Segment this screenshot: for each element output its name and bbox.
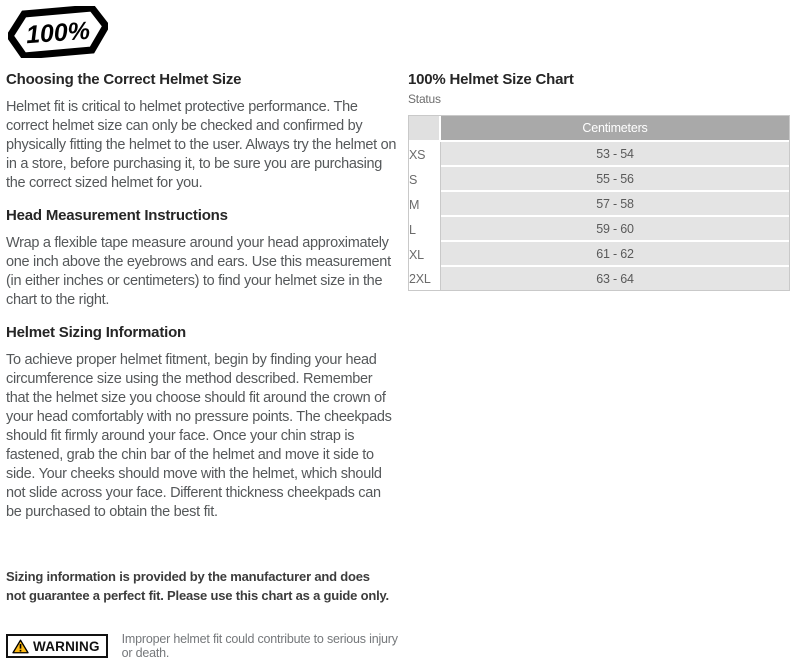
warning-label: WARNING xyxy=(33,638,100,654)
logo-text: 100% xyxy=(25,16,91,50)
size-label: 2XL xyxy=(409,267,441,290)
size-value: 61 - 62 xyxy=(441,242,789,267)
hexagon-badge-icon xyxy=(8,6,108,58)
size-label: L xyxy=(409,217,441,242)
section-body: Wrap a flexible tape measure around your head approximately one inch above the eyebrows and ears. Use this measurement (in either inches or centimeters) to find your helmet size in the chart to the right. xyxy=(6,235,391,308)
sizing-info-column xyxy=(6,71,402,660)
table-row xyxy=(409,242,789,267)
size-label: XS xyxy=(409,142,441,167)
manufacturer-disclaimer: Sizing information is provided by the manufacturer and does not guarantee a perfect fit. Please use this chart as a guide only. xyxy=(6,569,389,603)
size-chart-table xyxy=(408,115,790,291)
size-label: M xyxy=(409,192,441,217)
section-body: Helmet fit is critical to helmet protective performance. The correct helmet size can only be checked and confirmed by physically fitting the helmet to the user. Always try the helmet on in a store, before purchasing it, to be sure you are purchasing the correct sized helmet for you. xyxy=(6,99,397,191)
section-heading: Choosing the Correct Helmet Size xyxy=(6,71,242,88)
table-row xyxy=(409,167,789,192)
table-row xyxy=(409,142,789,167)
section-heading: Helmet Sizing Information xyxy=(6,324,187,341)
table-corner-cell xyxy=(409,116,441,142)
warning-row xyxy=(6,632,402,660)
chart-status-label: Status xyxy=(408,92,441,106)
table-row xyxy=(409,217,789,242)
chart-title: 100% Helmet Size Chart xyxy=(408,71,574,88)
section-heading: Head Measurement Instructions xyxy=(6,207,228,224)
table-header-row xyxy=(409,116,789,142)
section-sizing-information xyxy=(6,324,402,522)
size-chart-column xyxy=(408,71,790,291)
section-choosing-size xyxy=(6,71,402,193)
size-value: 59 - 60 xyxy=(441,217,789,242)
brand-logo-100percent xyxy=(8,6,108,58)
size-value: 63 - 64 xyxy=(441,267,789,290)
size-label: XL xyxy=(409,242,441,267)
size-value: 57 - 58 xyxy=(441,192,789,217)
size-value: 53 - 54 xyxy=(441,142,789,167)
table-row xyxy=(409,192,789,217)
section-head-measurement xyxy=(6,207,402,310)
table-row xyxy=(409,267,789,290)
size-label: S xyxy=(409,167,441,192)
centimeters-header: Centimeters xyxy=(441,116,789,142)
section-body: To achieve proper helmet fitment, begin by finding your head circumference size using the method described. Remember that the helmet size you choose should fit around the crown of your head comfortably with no pressure points. The cheekpads should fit firmly around your face. Once your chin strap is fastened, grab the chin bar of the helmet and move it side to side. Your cheeks should move with the helmet, which should not slide across your face. Different thickness cheekpads can be purchased to obtain the best fit. xyxy=(6,352,392,520)
warning-triangle-icon xyxy=(12,639,29,654)
warning-text: Improper helmet fit could contribute to serious injury or death. xyxy=(121,632,398,660)
warning-badge xyxy=(6,634,108,658)
content-columns xyxy=(0,71,800,660)
size-value: 55 - 56 xyxy=(441,167,789,192)
helmet-sizing-page xyxy=(0,6,800,669)
